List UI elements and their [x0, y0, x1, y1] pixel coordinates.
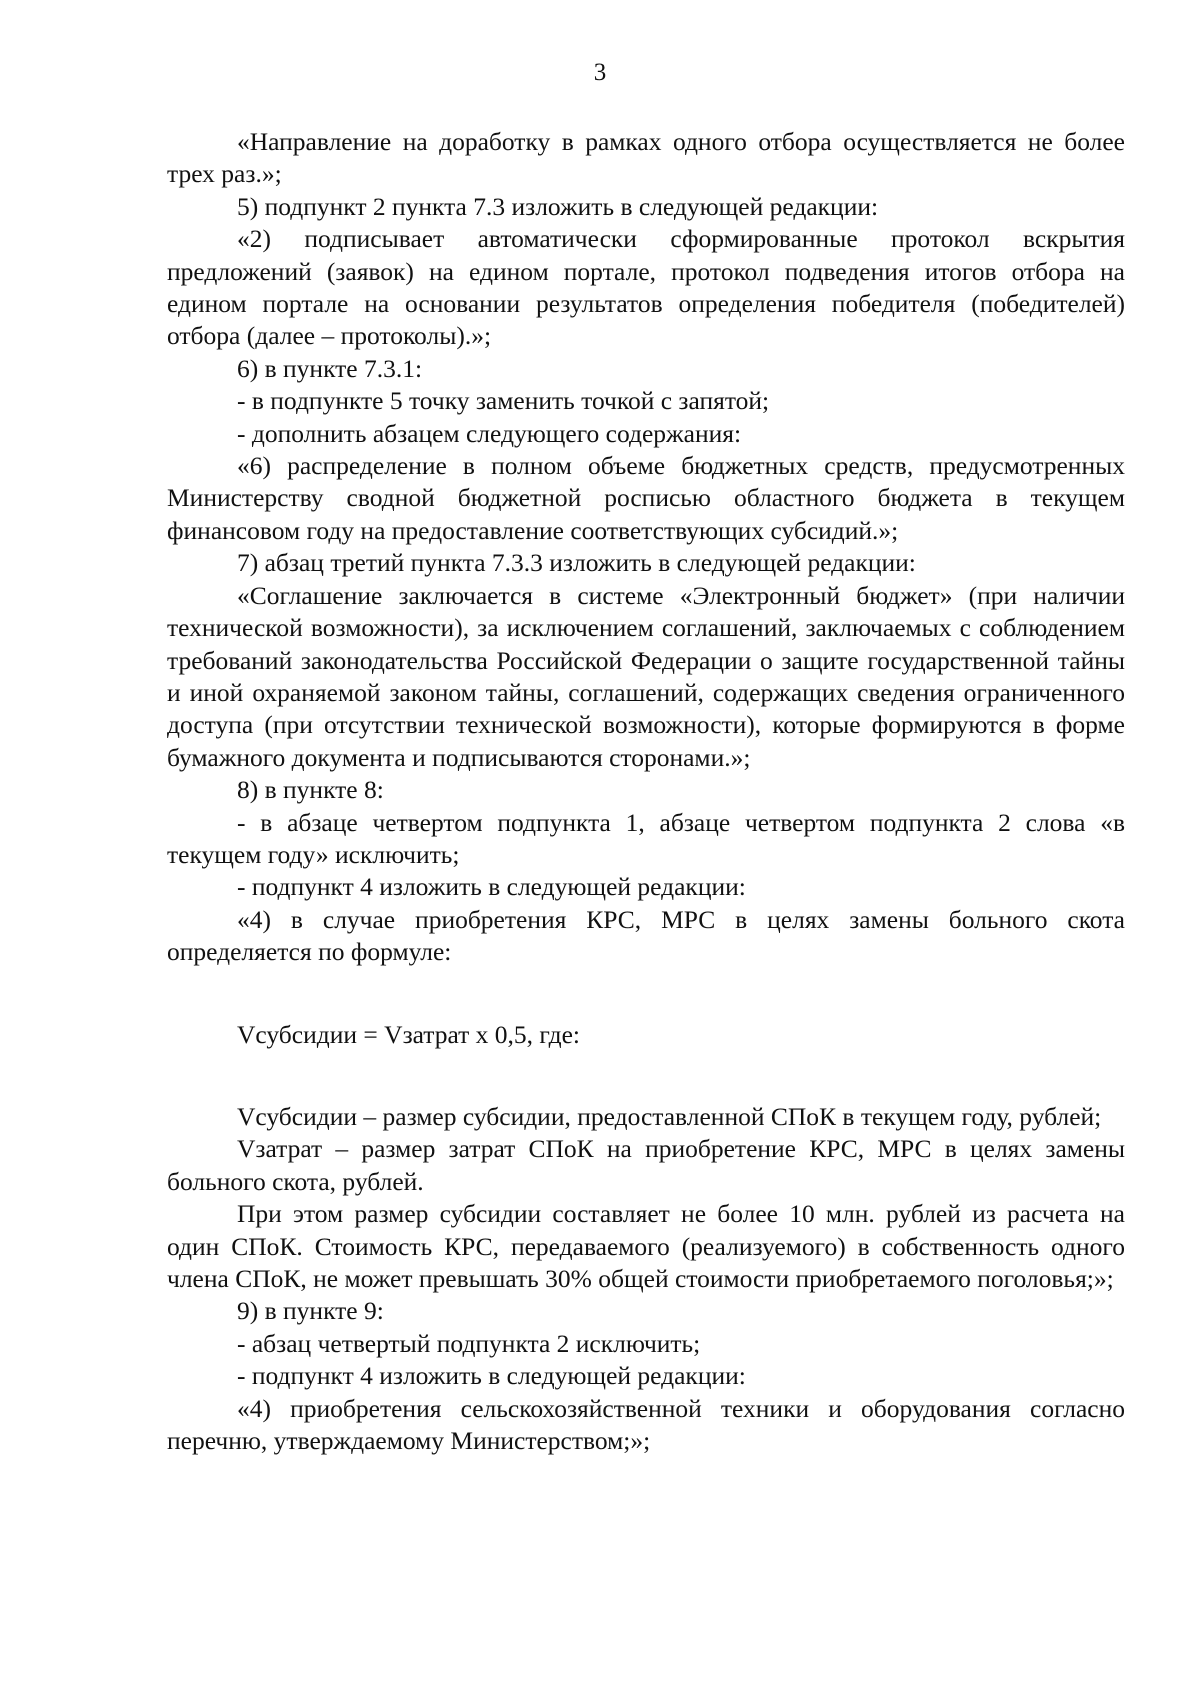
paragraph: Vсубсидии – размер субсидии, предоставленной СПоК в текущем году, рублей; [237, 1101, 1102, 1131]
paragraph: - подпункт 4 изложить в следующей редакции: [237, 872, 746, 902]
paragraph: 7) абзац третий пункта 7.3.3 изложить в следующей редакции: [237, 548, 916, 578]
spacer [167, 969, 1125, 1019]
paragraph: «Соглашение заключается в системе «Электронный бюджет» (при наличии технической возможности), за исключением соглашений, заключаемых с соблюдением требований законодательства Российской Федерации о защите государственной тайны и иной охраняемой законом тайны, соглашений, содержащих сведения ограниченного доступа (при отсутствии технической возможности), которые формируются в форме бумажного документа и подписываются сторонами.»; [167, 580, 1125, 772]
paragraph: «4) в случае приобретения КРС, МРС в целях замены больного скота определяется по формуле: [167, 904, 1125, 967]
spacer [167, 1051, 1125, 1101]
paragraph: Vзатрат – размер затрат СПоК на приобретение КРС, МРС в целях замены больного скота, рублей. [167, 1134, 1125, 1196]
paragraph: 8) в пункте 8: [237, 775, 384, 805]
paragraph: - подпункт 4 изложить в следующей редакции: [237, 1361, 746, 1391]
paragraph: - в абзаце четвертом подпункта 1, абзаце четвертом подпункта 2 слова «в текущем году» исключить; [167, 807, 1125, 869]
paragraph: При этом размер субсидии составляет не более 10 млн. рублей из расчета на один СПоК. Стоимость КРС, передаваемого (реализуемого) в собственность одного члена СПоК, не может превышать 30% общей стоимости приобретаемого поголовья;»; [167, 1199, 1125, 1293]
formula: Vсубсидии = Vзатрат x 0,5, где: [237, 1019, 580, 1049]
page-number: 3 [593, 59, 607, 86]
paragraph: «6) распределение в полном объеме бюджетных средств, предусмотренных Министерству сводной бюджетной росписью областного бюджета в текущем финансовом году на предоставление соответствующих субсидий.»; [167, 451, 1125, 545]
paragraph: - абзац четвертый подпункта 2 исключить; [237, 1328, 701, 1358]
paragraph: «Направление на доработку в рамках одного отбора осуществляется не более трех раз.»; [167, 127, 1125, 189]
paragraph: 9) в пункте 9: [237, 1296, 384, 1326]
paragraph: 5) подпункт 2 пункта 7.3 изложить в следующей редакции: [237, 191, 879, 221]
paragraph: 6) в пункте 7.3.1: [237, 353, 423, 383]
paragraph: - в подпункте 5 точку заменить точкой с запятой; [237, 386, 770, 416]
paragraph: «4) приобретения сельскохозяйственной техники и оборудования согласно перечню, утверждаемому Министерством;»; [167, 1393, 1125, 1456]
paragraph: - дополнить абзацем следующего содержания: [237, 418, 742, 448]
paragraph: «2) подписывает автоматически сформированные протокол вскрытия предложений (заявок) на едином портале, протокол подведения итогов отбора на едином портале на основании результатов определения победителя (победителей) отбора (далее – протоколы).»; [167, 224, 1125, 351]
document-body [167, 126, 1125, 1457]
